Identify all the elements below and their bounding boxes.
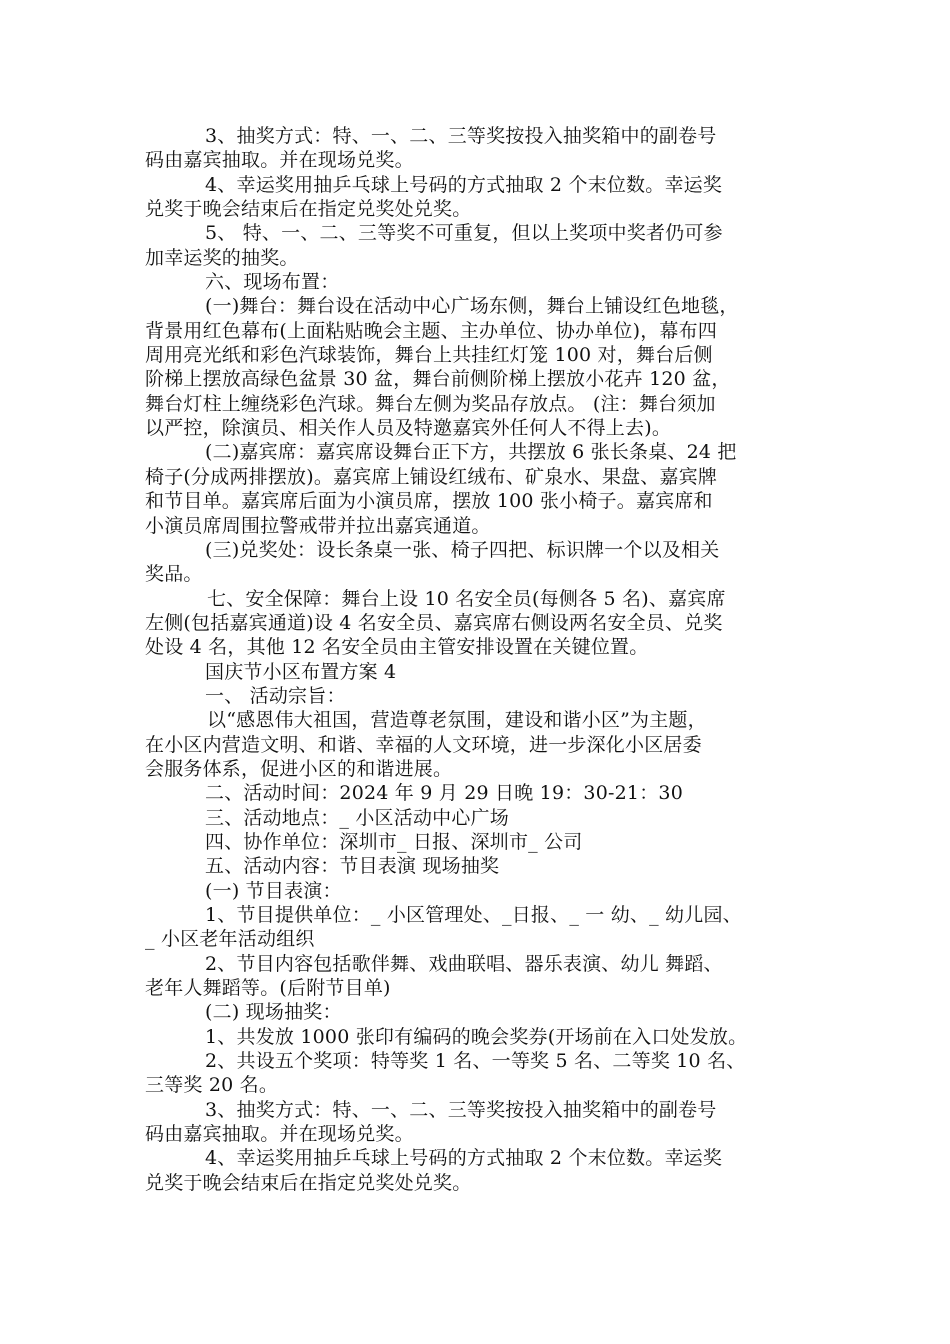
text-line: 椅子(分成两排摆放)。嘉宾席上铺设红绒布、矿泉水、果盘、嘉宾牌 xyxy=(145,465,718,488)
text-line: 一、 活动宗旨： xyxy=(205,684,346,707)
text-line: 奖品。 xyxy=(145,563,203,586)
text-line: 二、活动时间：2024 年 9 月 29 日晚 19：30-21：30 xyxy=(205,782,683,805)
text-line: 三等奖 20 名。 xyxy=(145,1074,279,1097)
text-line: 处设 4 名，其他 12 名安全员由主管安排设置在关键位置。 xyxy=(145,636,649,659)
text-line: 3、抽奖方式：特、一、二、三等奖按投入抽奖箱中的副卷号 xyxy=(205,1098,717,1121)
text-line: 六、现场布置： xyxy=(205,271,340,294)
text-line: (二) 现场抽奖： xyxy=(205,1001,342,1024)
text-line: _ 小区老年活动组织 xyxy=(145,928,315,951)
text-line: 在小区内营造文明、和谐、幸福的人文环境，进一步深化小区居委 xyxy=(145,733,702,756)
document-body xyxy=(145,124,813,1195)
text-line: 4、幸运奖用抽乒乓球上号码的方式抽取 2 个末位数。幸运奖 xyxy=(205,173,723,196)
text-line: 5、 特、一、二、三等奖不可重复，但以上奖项中奖者仍可参 xyxy=(205,222,723,245)
text-line: 小演员席周围拉警戒带并拉出嘉宾通道。 xyxy=(145,514,491,537)
text-line: (一)舞台：舞台设在活动中心广场东侧，舞台上铺设红色地毯， xyxy=(205,295,739,318)
text-line: 五、活动内容：节目表演 现场抽奖 xyxy=(205,855,500,878)
text-line: 老年人舞蹈等。(后附节目单) xyxy=(145,977,391,1000)
text-line: 1、共发放 1000 张印有编码的晚会奖券(开场前在入口处发放。 xyxy=(205,1025,748,1048)
text-line: 以严控，除演员、相关作人员及特邀嘉宾外任何人不得上去)。 xyxy=(145,417,672,440)
text-line: 左侧(包括嘉宾通道)设 4 名安全员、嘉宾席右侧设两名安全员、兑奖 xyxy=(145,611,723,634)
text-line: 加幸运奖的抽奖。 xyxy=(145,246,299,269)
text-line: 2、共设五个奖项：特等奖 1 名、一等奖 5 名、二等奖 10 名、 xyxy=(205,1050,746,1073)
text-line: (三)兑奖处：设长条桌一张、椅子四把、标识牌一个以及相关 xyxy=(205,538,720,561)
text-line: 阶梯上摆放高绿色盆景 30 盆，舞台前侧阶梯上摆放小花卉 120 盆， xyxy=(145,368,731,391)
text-line: 1、节目提供单位：_ 小区管理处、_日报、_ 一 幼、_ 幼儿园、 xyxy=(205,904,742,926)
text-line: 2、节目内容包括歌伴舞、戏曲联唱、器乐表演、幼儿 舞蹈、 xyxy=(205,952,723,975)
text-line: 四、协作单位：深圳市_ 日报、深圳市_ 公司 xyxy=(205,830,583,853)
text-line: 码由嘉宾抽取。并在现场兑奖。 xyxy=(145,1123,414,1146)
text-line: 兑奖于晚会结束后在指定兑奖处兑奖。 xyxy=(145,198,472,221)
text-line: (一) 节目表演： xyxy=(205,879,342,902)
text-line: 三、活动地点：_ 小区活动中心广场 xyxy=(205,806,509,829)
text-line: (二)嘉宾席：嘉宾席设舞台正下方，共摆放 6 张长条桌、24 把 xyxy=(205,441,737,464)
text-line: 码由嘉宾抽取。并在现场兑奖。 xyxy=(145,149,414,172)
text-line: 国庆节小区布置方案 4 xyxy=(205,660,397,683)
text-line: 七、安全保障：舞台上设 10 名安全员(每侧各 5 名)、嘉宾席 xyxy=(207,587,726,610)
text-line: 舞台灯柱上缠绕彩色汽球。舞台左侧为奖品存放点。 (注：舞台须加 xyxy=(145,392,716,415)
text-line: 会服务体系，促进小区的和谐进展。 xyxy=(145,757,453,780)
text-line: 背景用红色幕布(上面粘贴晚会主题、主办单位、协办单位)，幕布四 xyxy=(145,319,718,342)
text-line: 4、幸运奖用抽乒乓球上号码的方式抽取 2 个末位数。幸运奖 xyxy=(205,1147,723,1170)
text-line: 周用亮光纸和彩色汽球装饰，舞台上共挂红灯笼 100 对，舞台后侧 xyxy=(145,344,713,367)
text-line: 兑奖于晚会结束后在指定兑奖处兑奖。 xyxy=(145,1171,472,1194)
text-line: 和节目单。嘉宾席后面为小演员席，摆放 100 张小椅子。嘉宾席和 xyxy=(145,490,713,513)
text-line: 3、抽奖方式：特、一、二、三等奖按投入抽奖箱中的副卷号 xyxy=(205,125,717,147)
text-line: 以“感恩伟大祖国，营造尊老氛围，建设和谐小区”为主题， xyxy=(207,709,707,732)
